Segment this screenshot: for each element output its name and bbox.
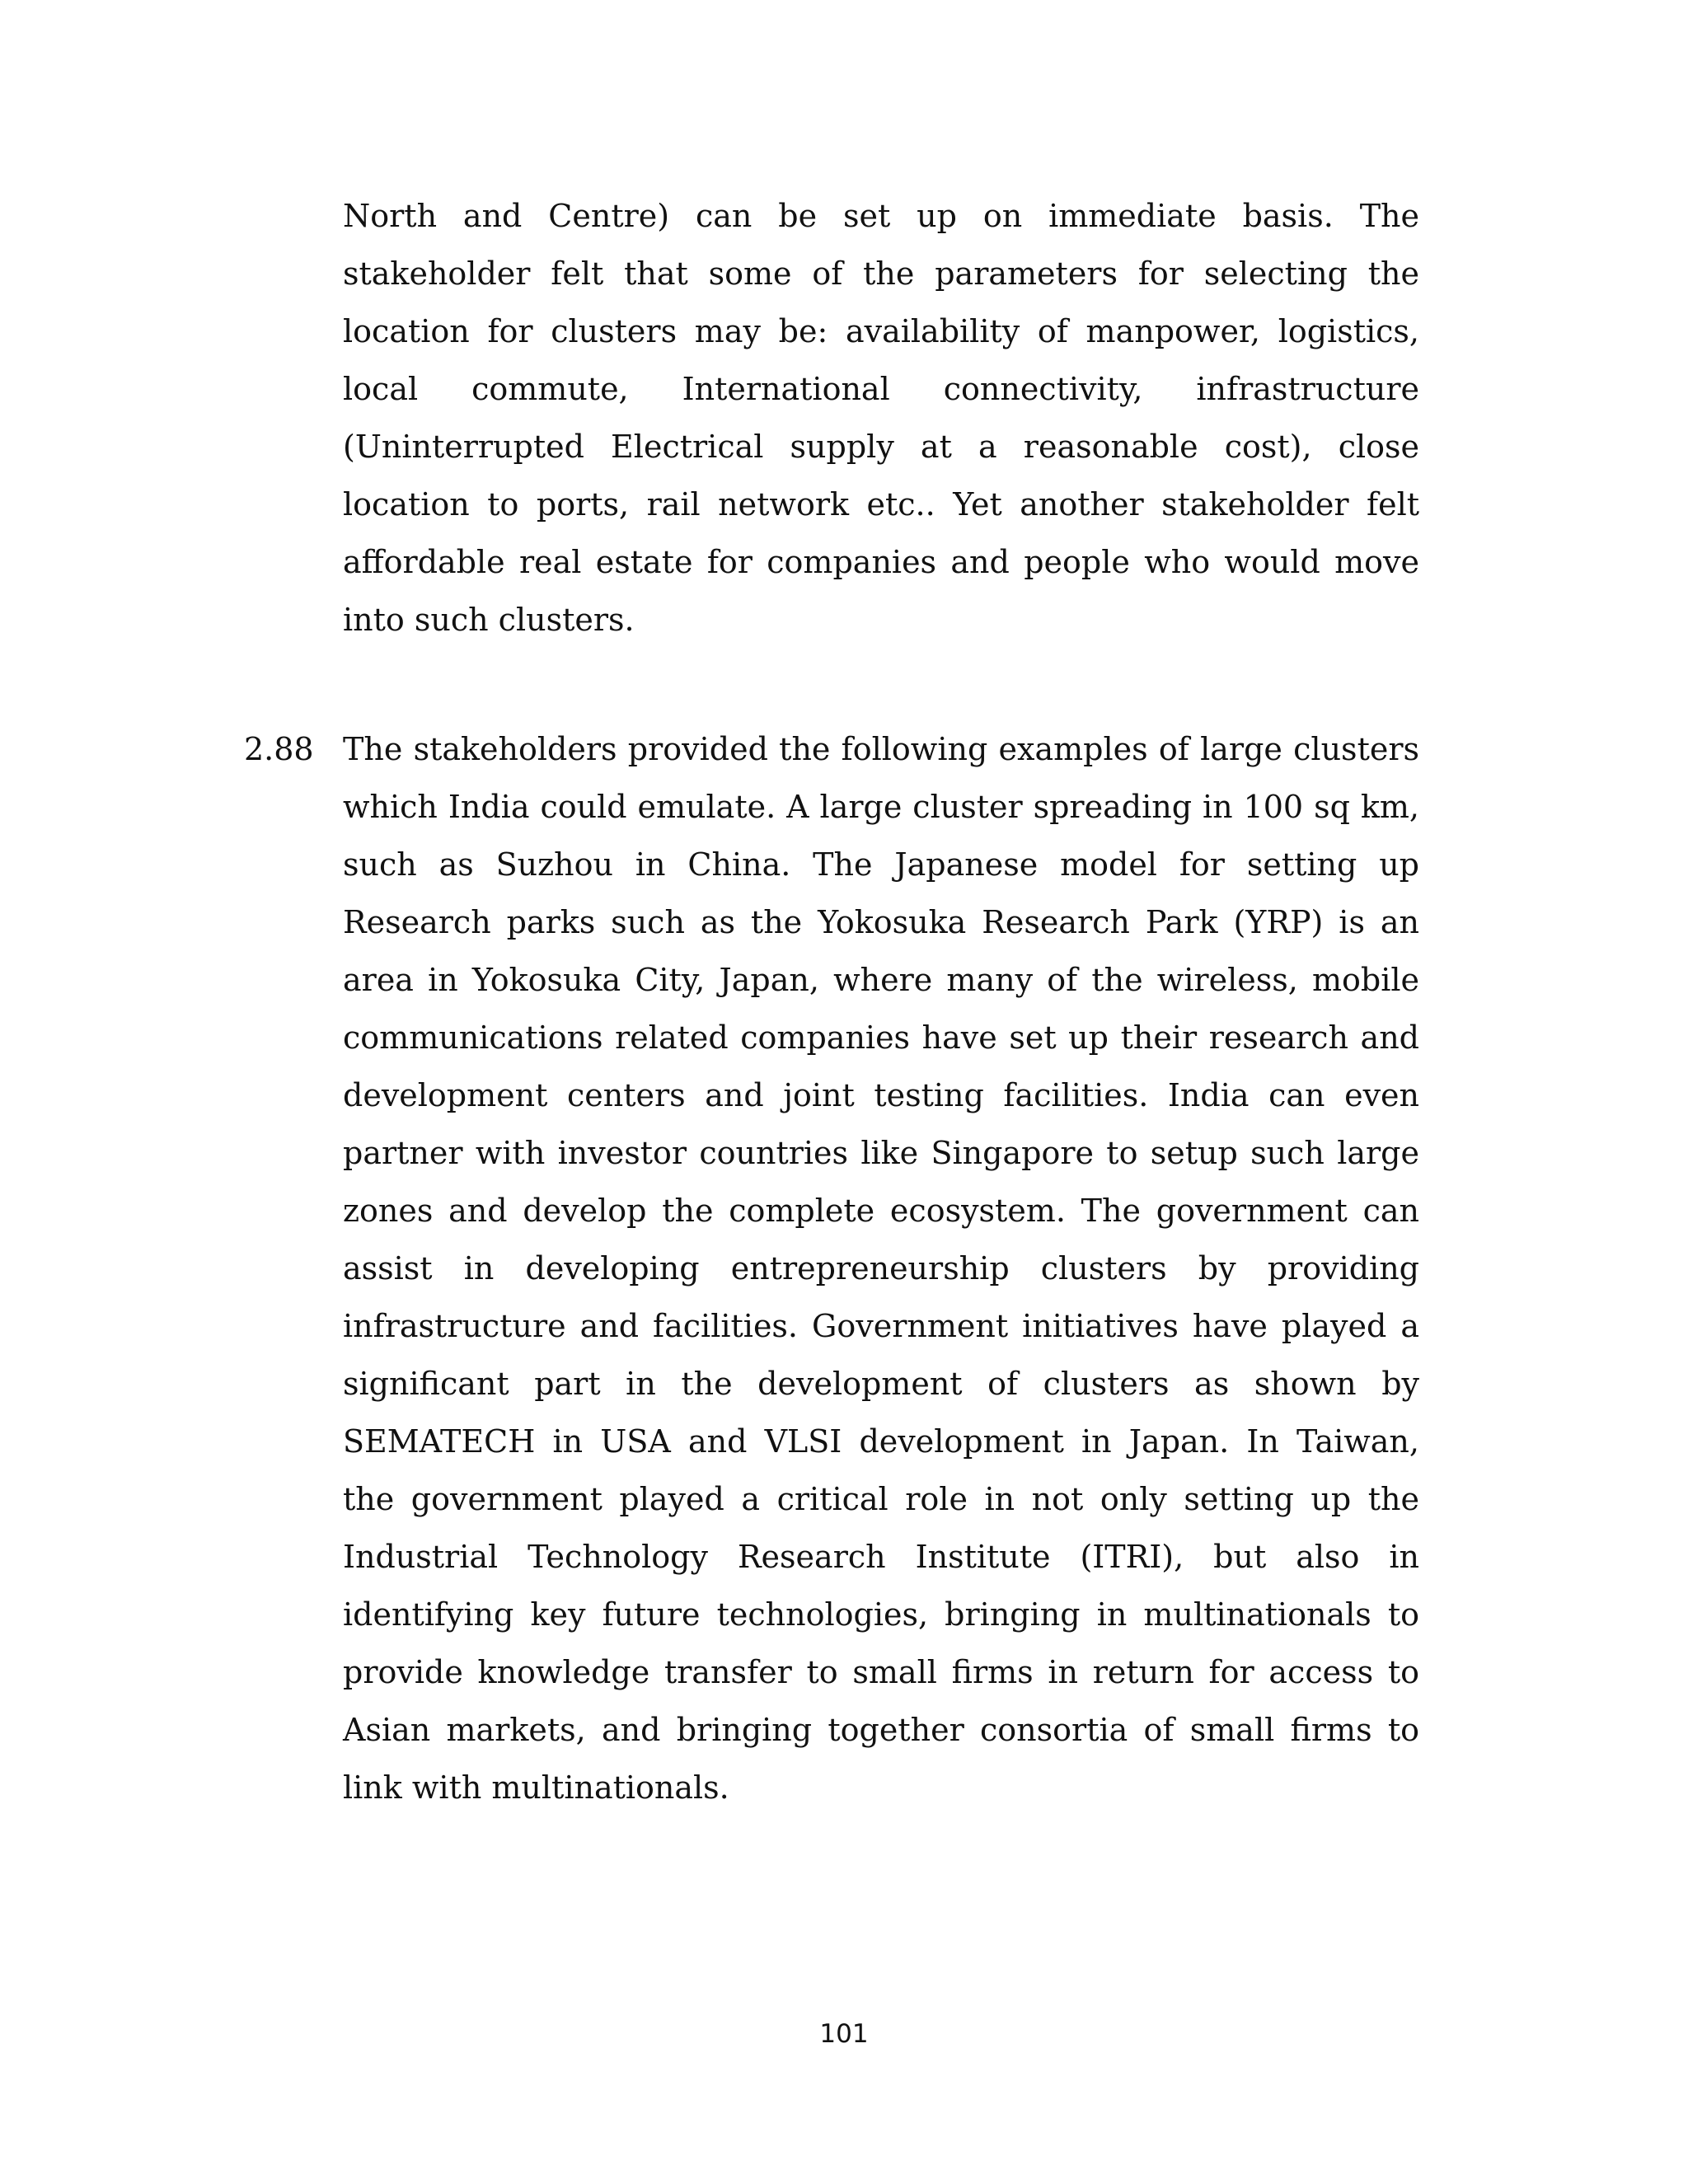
paragraph-line: such as Suzhou in China. The Japanese model for setting up: [343, 846, 1419, 883]
paragraph-line: communications related companies have set up their research and: [343, 1019, 1419, 1056]
paragraph-line: location to ports, rail network etc.. Yet another stakeholder felt: [343, 486, 1419, 523]
page-number: 101: [819, 2019, 869, 2049]
paragraph-line: assist in developing entrepreneurship clusters by providing: [343, 1250, 1419, 1286]
paragraph-line: which India could emulate. A large cluster spreading in 100 sq km,: [343, 789, 1419, 825]
paragraph-line: the government played a critical role in not only setting up the: [343, 1481, 1419, 1517]
paragraph-line: local commute, International connectivity, infrastructure: [343, 371, 1419, 407]
paragraph-line: affordable real estate for companies and people who would move: [343, 544, 1419, 580]
paragraph-line: identifying key future technologies, bringing in multinationals to: [343, 1596, 1419, 1633]
paragraph-line: Asian markets, and bringing together consortia of small firms to: [343, 1712, 1419, 1748]
paragraph-line: zones and develop the complete ecosystem. The government can: [343, 1193, 1419, 1229]
paragraph-line: North and Centre) can be set up on immediate basis. The: [343, 198, 1419, 234]
paragraph-line: infrastructure and facilities. Government initiatives have played a: [343, 1308, 1419, 1344]
paragraph-line: link with multinationals.: [343, 1769, 729, 1806]
paragraph-line: development centers and joint testing facilities. India can even: [343, 1077, 1419, 1113]
paragraph-number: 2.88: [244, 731, 314, 767]
paragraph-line: (Uninterrupted Electrical supply at a reasonable cost), close: [343, 429, 1419, 465]
paragraph-line: Research parks such as the Yokosuka Research Park (YRP) is an: [343, 904, 1419, 940]
paragraph-line: significant part in the development of clusters as shown by: [343, 1366, 1419, 1402]
paragraph-line: The stakeholders provided the following examples of large clusters: [343, 731, 1419, 767]
paragraph-line: SEMATECH in USA and VLSI development in Japan. In Taiwan,: [343, 1423, 1419, 1460]
paragraph-line: partner with investor countries like Singapore to setup such large: [343, 1135, 1419, 1171]
paragraph-line: into such clusters.: [343, 602, 635, 638]
paragraph-line: location for clusters may be: availability of manpower, logistics,: [343, 313, 1419, 349]
paragraph-line: provide knowledge transfer to small firms in return for access to: [343, 1654, 1419, 1690]
paragraph-line: Industrial Technology Research Institute (ITRI), but also in: [343, 1539, 1419, 1575]
paragraph-line: area in Yokosuka City, Japan, where many of the wireless, mobile: [343, 962, 1419, 998]
paragraph-line: stakeholder felt that some of the parameters for selecting the: [343, 255, 1419, 292]
